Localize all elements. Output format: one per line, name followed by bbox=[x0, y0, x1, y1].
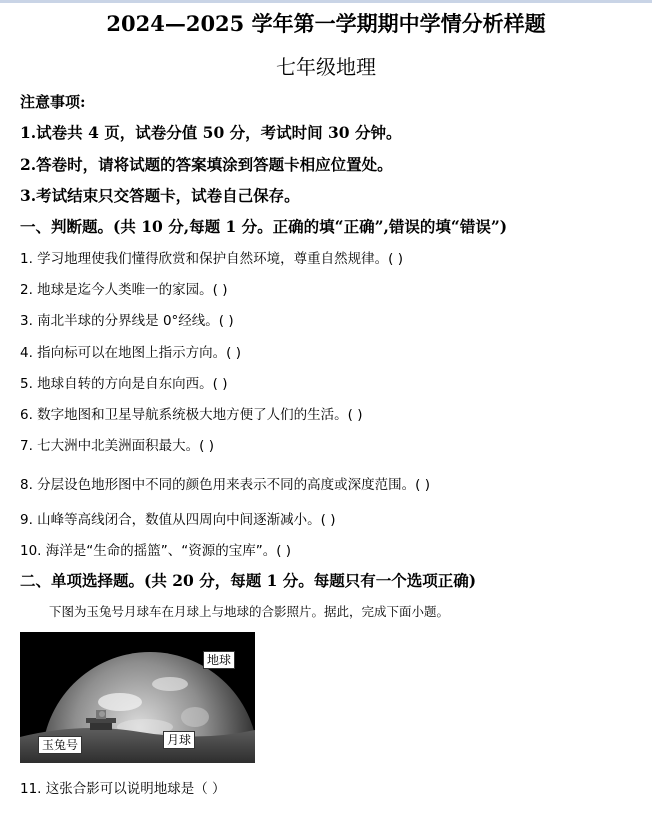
page-subtitle: 七年级地理 bbox=[276, 55, 376, 79]
question-10: 10. 海洋是“生命的摇篮”、“资源的宝库”。( ) bbox=[20, 543, 292, 559]
question-3: 3. 南北半球的分界线是 0°经线。( ) bbox=[20, 313, 234, 329]
question-8: 8. 分层设色地形图中不同的颜色用来表示不同的高度或深度范围。( ) bbox=[20, 477, 430, 493]
note-item-1: 1.试卷共 4 页，试卷分值 50 分，考试时间 30 分钟。 bbox=[20, 123, 402, 142]
notes-heading: 注意事项: bbox=[20, 93, 86, 111]
photo-label-moon: 月球 bbox=[163, 731, 195, 749]
question-4: 4. 指向标可以在地图上指示方向。( ) bbox=[20, 345, 241, 361]
question-2: 2. 地球是迄今人类唯一的家园。( ) bbox=[20, 282, 228, 298]
note-item-2: 2.答卷时，请将试题的答案填涂到答题卡相应位置处。 bbox=[20, 155, 393, 174]
question-7: 7. 七大洲中北美洲面积最大。( ) bbox=[20, 438, 214, 454]
question-11: 11. 这张合影可以说明地球是（ ） bbox=[20, 781, 226, 797]
section2-heading: 二、单项选择题。(共 20 分，每题 1 分。每题只有一个选项正确) bbox=[20, 571, 477, 590]
question-5: 5. 地球自转的方向是自东向西。( ) bbox=[20, 376, 228, 392]
photo-label-earth: 地球 bbox=[203, 651, 235, 669]
photo-label-rover: 玉兔号 bbox=[38, 736, 82, 754]
section1-heading: 一、判断题。(共 10 分,每题 1 分。正确的填“正确”,错误的填“错误”) bbox=[20, 217, 508, 236]
note-item-3: 3.考试结束只交答题卡，试卷自己保存。 bbox=[20, 186, 300, 205]
section2-intro: 下图为玉兔号月球车在月球上与地球的合影照片。据此，完成下面小题。 bbox=[49, 604, 450, 619]
earth-moon-photo bbox=[20, 632, 255, 763]
question-6: 6. 数字地图和卫星导航系统极大地方便了人们的生活。( ) bbox=[20, 407, 363, 423]
question-9: 9. 山峰等高线闭合，数值从四周向中间逐渐减小。( ) bbox=[20, 512, 336, 528]
question-1: 1. 学习地理使我们懂得欣赏和保护自然环境，尊重自然规律。( ) bbox=[20, 251, 403, 267]
page-title: 2024—2025 学年第一学期期中学情分析样题 bbox=[106, 11, 546, 36]
page-top-border bbox=[0, 0, 652, 3]
